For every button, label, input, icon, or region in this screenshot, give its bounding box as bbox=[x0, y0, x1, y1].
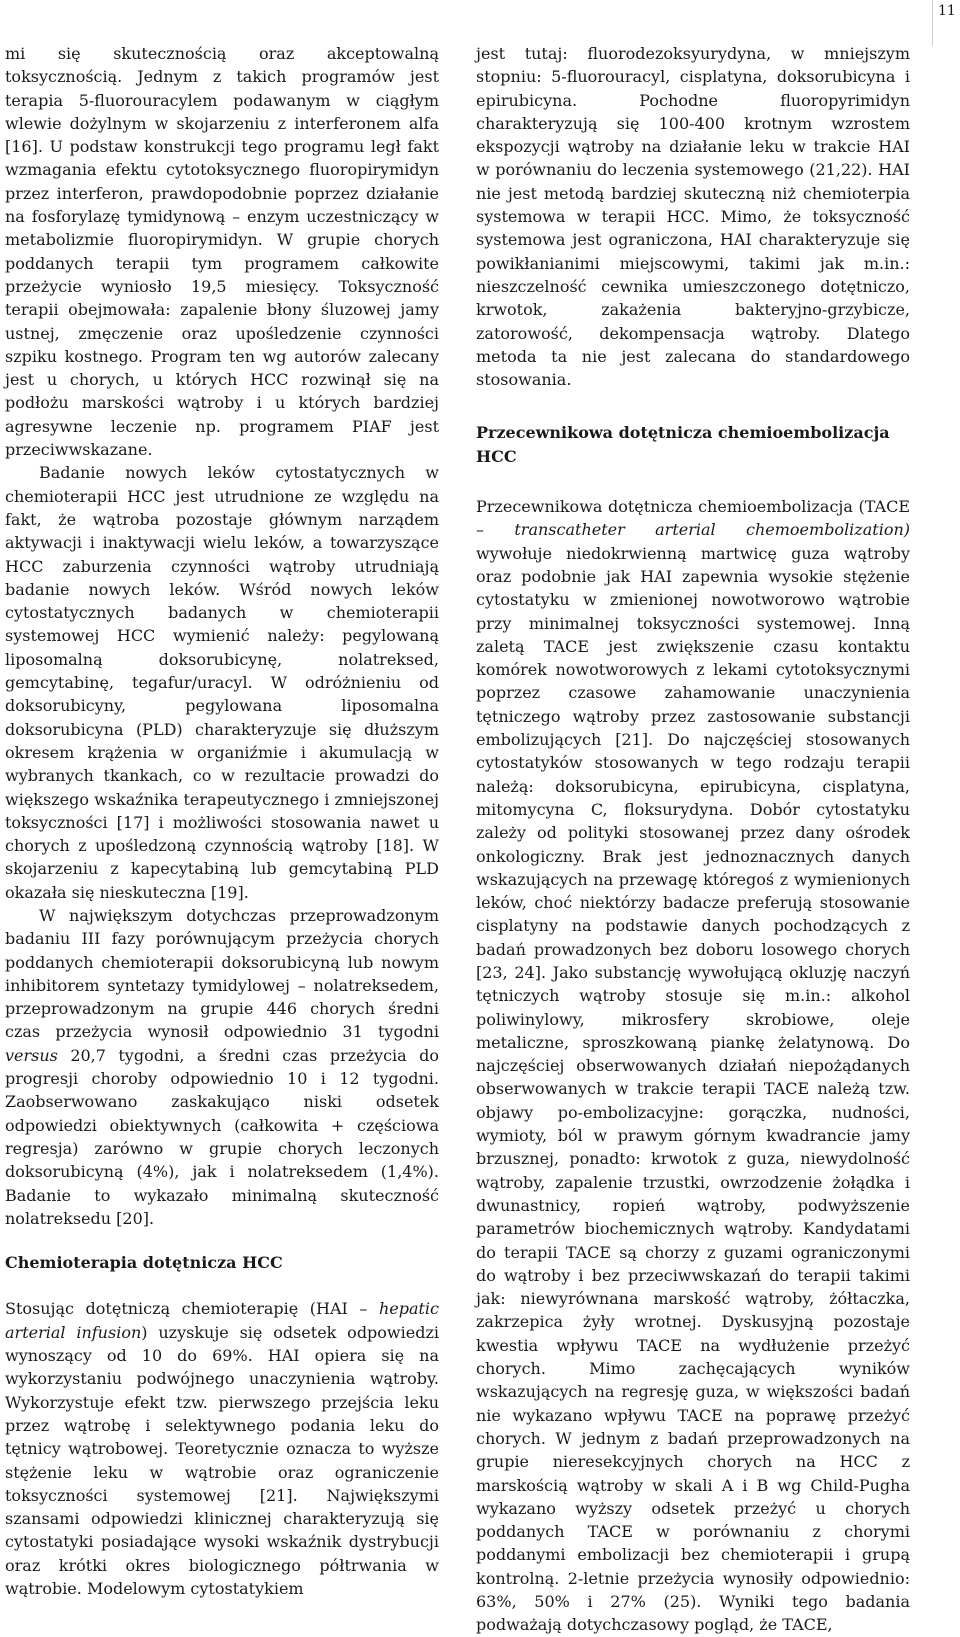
page-number: 11 bbox=[938, 3, 956, 19]
paragraph: Badanie nowych leków cytostatycznych w chemioterapii HCC jest utrudnione ze względu na fakt, że wątroba pozostaje głównym narządem aktywacji i inaktywacji wielu leków, a towarzyszące HCC zaburzenia czynności wątroby utrudniają badanie nowych leków. Wśród nowych leków cytostatycznych badanych w chemioterapii systemowej HCC wymienić należy: pegylowaną liposomalną doksorubicynę, nolatreksed, gemcytabinę, tegafur/uracyl. W odróżnieniu od doksorubicyny, pegylowana liposomalna doksorubicyna (PLD) charakteryzuje się dłuższym okresem krążenia w organiźmie i akumulacją w wybranych tkankach, co w rezultacie prowadzi do większego wskaźnika terapeutycznego i zmniejszonej toksyczności [17] i możliwości stosowania nawet u chorych z upośledzoną czynnością wątroby [18]. W skojarzeniu z kapecytabiną lub gemcytabiną PLD okazała się nieskuteczna [19]. bbox=[5, 463, 439, 902]
right-column bbox=[476, 42, 910, 1637]
left-column bbox=[5, 42, 439, 1600]
paragraph: W największym dotychczas przeprowadzonym badaniu III fazy porównującym przeżycia chorych poddanych chemioterapii doksorubicyną lub nowym inhibitorem syntetazy tymidylowej – nolatreksedem, przeprowadzonym na grupie 446 chorych średni czas przeżycia wynosił odpowiednio 31 tygodni versus 20,7 tygodni, a średni czas przeżycia do progresji choroby odpowiednio 10 i 12 tygodni. Zaobserwowano zaskakująco niski odsetek odpowiedzi obiektywnych (całkowita + częściowa regresja) zarówno w grupie chorych leczonych doksorubicyną (4%), jak i nolatreksedem (1,4%). Badanie to wykazało minimalną skuteczność nolatreksedu [20]. bbox=[5, 905, 439, 1228]
paragraph: jest tutaj: fluorodezoksyurydyna, w mniejszym stopniu: 5-fluorouracyl, cisplatyna, doksorubicyna i epirubicyna. Pochodne fluoropyrimidyn charakteryzują się 100-400 krotnym wzrostem ekspozycji wątroby na działanie leku w trakcie HAI w porównaniu do leczenia systemowego (21,22). HAI nie jest metodą bardziej skuteczną niż chemioterpia systemowa w terapii HCC. Mimo, że toksyczność systemowa jest ograniczona, HAI charakteryzuje się powikłanianimi miejscowymi, takimi jak m.in.: nieszczelność cewnika umieszczonego dotętniczo, krwotok, zakażenia bakteryjno-grzybicze, zatorowość, dekompensacja wątroby. Dlatego metoda ta nie jest zalecana do standardowego stosowania. bbox=[476, 44, 910, 390]
section-heading-hai: Chemioterapia dotętnicza HCC bbox=[5, 1253, 283, 1273]
paragraph: Stosując dotętniczą chemioterapię (HAI – hepatic arterial infusion) uzyskuje się odsetek odpowiedzi wynoszący od 10 do 69%. HAI opiera się na wykorzystaniu podwójnego unaczynienia wątroby. Wykorzystuje efekt tzw. pierwszego przejścia leku przez wątrobę i selektywnego podania leku do tętnicy wątrobowej. Teoretycznie oznacza to wyższe stężenie leku w wątrobie oraz ograniczenie toksyczności systemowej [21]. Największymi szansami odpowiedzi klinicznej charakteryzują się cytostatyki posiadające wysoki wskaźnik dystrybucji oraz krótki okres biologicznego półtrwania w wątrobie. Modelowym cytostatykiem bbox=[5, 1299, 440, 1598]
paragraph: Przecewnikowa dotętnicza chemioembolizacja (TACE – transcatheter arterial chemoembolization) wywołuje niedokrwienną martwicę guza wątroby oraz podobnie jak HAI zapewnia wysokie stężenie cytostatyku w zmienionej nowotworowo wątrobie przy minimalnej toksyczności systemowej. Inną zaletą TACE jest zwiększenie czasu kontaktu komórek nowotworowych z lekami cytotoksycznymi poprzez czasowe zahamowanie unaczynienia tętniczego wątroby przez zastosowanie substancji embolizujących [21]. Do najczęściej stosowanych cytostatyków stosowanych w tego rodzaju terapii należą: doksorubicyna, epirubicyna, cisplatyna, mitomycyna C, floksurydyna. Dobór cytostatyku zależy od polityki stosowanej przez dany ośrodek onkologiczny. Brak jest jednoznacznych danych wskazujących na przewagę któregoś z wymienionych leków, choć niektórzy badacze preferują stosowanie cisplatyny na podstawie danych pochodzących z badań prowadzonych bez doboru losowego chorych [23, 24]. Jako substancję wywołującą okluzję naczyń tętniczych wątroby stosuje się m.in.: alkohol poliwinylowy, mikrosfery skrobiowe, oleje metaliczne, sproszkowaną piankę żelatynową. Do najczęściej obserwowanych działań niepożądanych obserwowanych w trakcie terapii TACE należą tzw. objawy po-embolizacyjne: gorączka, nudności, wymioty, ból w prawym górnym kwadrancie jamy brzusznej, ponadto: krwotok z guza, niewydolność wątroby, zapalenie trzustki, owrzodzenie żołądka i dwunastnicy, ropień wątroby, podwyższenie parametrów biochemicznych wątroby. Kandydatami do terapii TACE są chorzy z guzami ograniczonymi do wątroby i bez przeciwwskazań do terapii takimi jak: niewyrównana marskość wątroby, żółtaczka, zakrzepica żyły wrotnej. Dyskusyjną pozostaje kwestia wpływu TACE na wydłużenie przeżyć chorych. Mimo zachęcających wyników wskazujących na regresję guza, w większości badań nie wykazano wpływu TACE na poprawę przeżyć chorych. W jednym z badań przeprowadzonych na grupie nieresekcyjnych chorych na HCC z marskością wątroby w skali A i B wg Child-Pugha wykazano wyższy odsetek przeżyć u chorych poddanych TACE w porównaniu z chorymi poddanymi embolizacji bez chemioterapii i grupą kontrolną. 2-letnie przeżycia wynosiły odpowiednio: 63%, 50% i 27% (25). Wyniki tego badania podważają dotychczasowy pogląd, że TACE, bbox=[476, 497, 910, 1635]
paragraph: mi się skutecznością oraz akceptowalną toksycznością. Jednym z takich programów jest terapia 5-fluorouracylem podawanym w ciągłym wlewie dożylnym w skojarzeniu z interferonem alfa [16]. U podstaw konstrukcji tego programu legł fakt wzmagania efektu cytotoksycznego fluoropirymidyn przez interferon, prawdopodobnie poprzez działanie na fosforylazę tymidynową – enzym uczestniczący w metabolizmie fluoropirymidyn. W grupie chorych poddanych terapii tym programem całkowite przeżycie wyniosło 19,5 miesięcy. Toksyczność terapii obejmowała: zapalenie błony śluzowej jamy ustnej, zmęczenie oraz upośledzenie czynności szpiku kostnego. Program ten wg autorów zalecany jest u chorych, u których HCC rozwinął się na podłożu marskości wątroby i u których bardziej agresywne leczenie np. programem PIAF jest przeciwwskazane. bbox=[5, 44, 439, 460]
section-heading-tace: Przecewnikowa dotętnicza chemioembolizacja HCC bbox=[476, 423, 890, 466]
page-number-rule bbox=[932, 0, 933, 46]
